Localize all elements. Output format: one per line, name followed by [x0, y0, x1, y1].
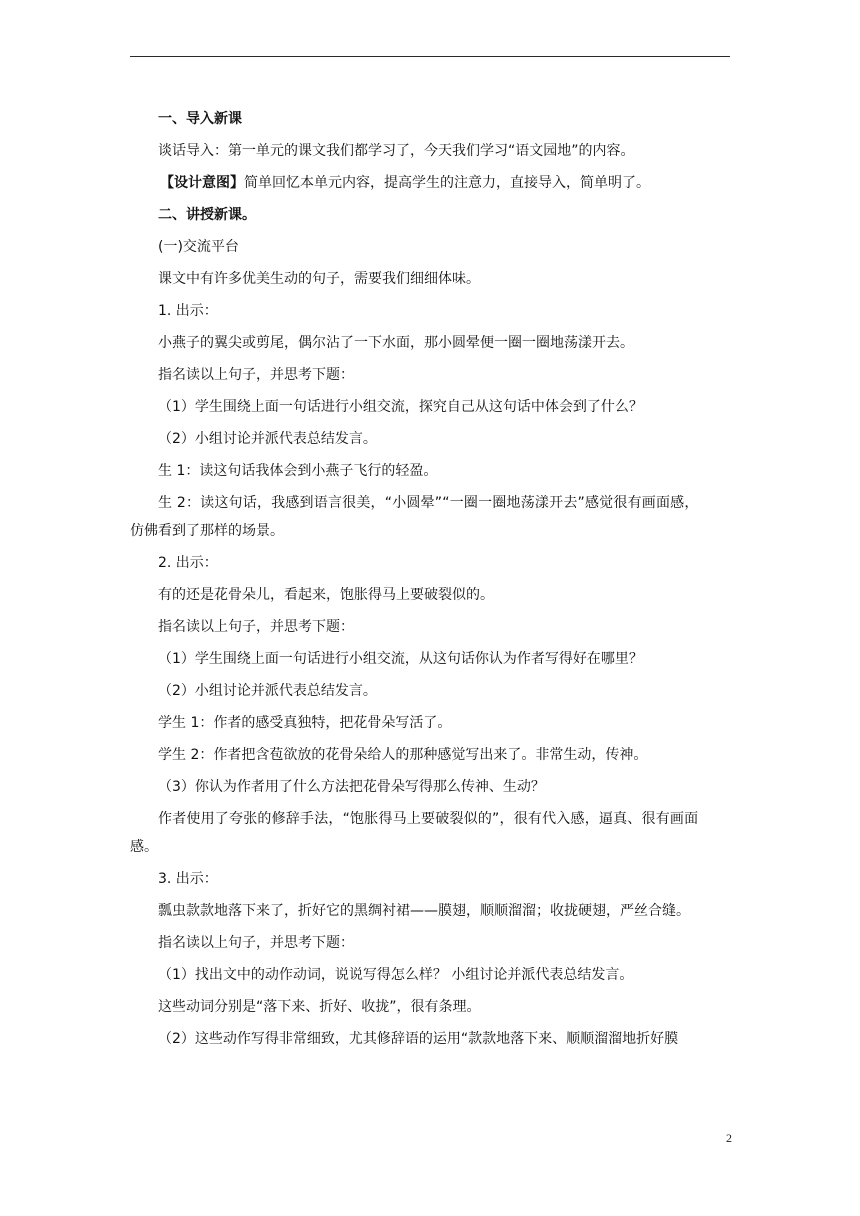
- design-intent-label: 【设计意图】: [160, 175, 244, 191]
- item-heading-3: 3. 出示：: [158, 871, 218, 887]
- student-answer: 学生 2：作者把含苞欲放的花骨朵给人的那种感觉写出来了。非常生动，传神。: [158, 747, 648, 763]
- student-answer: 生 1：读这句话我体会到小燕子飞行的轻盈。: [158, 463, 438, 479]
- section-heading-2: 二、讲授新课。: [158, 207, 256, 223]
- question: （2）这些动作写得非常细致，尤其修辞语的运用“款款地落下来、顺顺溜溜地折好膜: [158, 1031, 679, 1047]
- answer: 这些动词分别是“落下来、折好、收拢”，很有条理。: [158, 999, 481, 1015]
- paragraph: 指名读以上句子，并思考下题：: [158, 367, 354, 383]
- question: （2）小组讨论并派代表总结发言。: [158, 683, 377, 699]
- example-sentence: 瓢虫款款地落下来了，折好它的黑绸衬裙——膜翅，顺顺溜溜；收拢硬翅，严丝合缝。: [158, 903, 690, 919]
- item-heading-2: 2. 出示：: [158, 555, 218, 571]
- section-heading-1: 一、导入新课: [158, 111, 242, 127]
- example-sentence: 有的还是花骨朵儿，看起来，饱胀得马上要破裂似的。: [158, 587, 494, 603]
- question: （1）学生围绕上面一句话进行小组交流，从这句话你认为作者写得好在哪里？: [158, 651, 643, 667]
- question: （1）学生围绕上面一句话进行小组交流，探究自己从这句话中体会到了什么？: [158, 399, 643, 415]
- header-rule: [130, 56, 730, 57]
- example-sentence: 小燕子的翼尖或剪尾，偶尔沾了一下水面，那小圆晕便一圈一圈地荡漾开去。: [158, 335, 634, 351]
- paragraph: 指名读以上句子，并思考下题：: [158, 935, 354, 951]
- design-intent-paragraph: [130, 173, 732, 193]
- paragraph: 课文中有许多优美生动的句子，需要我们细细体味。: [158, 271, 480, 287]
- subsection-heading: (一)交流平台: [158, 239, 239, 255]
- student-answer-line-1: 生 2：读这句话，我感到语言很美，“小圆晕”“一圈一圈地荡漾开去”感觉很有画面感，: [158, 495, 699, 511]
- question: （1）找出文中的动作动词，说说写得怎么样？ 小组讨论并派代表总结发言。: [158, 967, 634, 983]
- student-answer-line-2: 仿佛看到了那样的场景。: [130, 523, 284, 539]
- paragraph: 谈话导入：第一单元的课文我们都学习了，今天我们学习“语文园地”的内容。: [158, 143, 635, 159]
- question: （3）你认为作者用了什么方法把花骨朵写得那么传神、生动？: [158, 779, 545, 795]
- paragraph: 指名读以上句子，并思考下题：: [158, 619, 354, 635]
- answer-line-1: 作者使用了夸张的修辞手法，“饱胀得马上要破裂似的”，很有代入感，逼真、很有画面: [158, 811, 699, 827]
- item-heading-1: 1. 出示：: [158, 303, 218, 319]
- document-body: [130, 109, 732, 1061]
- design-intent-text: 简单回忆本单元内容，提高学生的注意力，直接导入，简单明了。: [244, 175, 650, 191]
- question: （2）小组讨论并派代表总结发言。: [158, 431, 377, 447]
- answer-line-2: 感。: [130, 839, 158, 855]
- student-answer: 学生 1：作者的感受真独特，把花骨朵写活了。: [158, 715, 452, 731]
- page-number: 2: [726, 1131, 732, 1145]
